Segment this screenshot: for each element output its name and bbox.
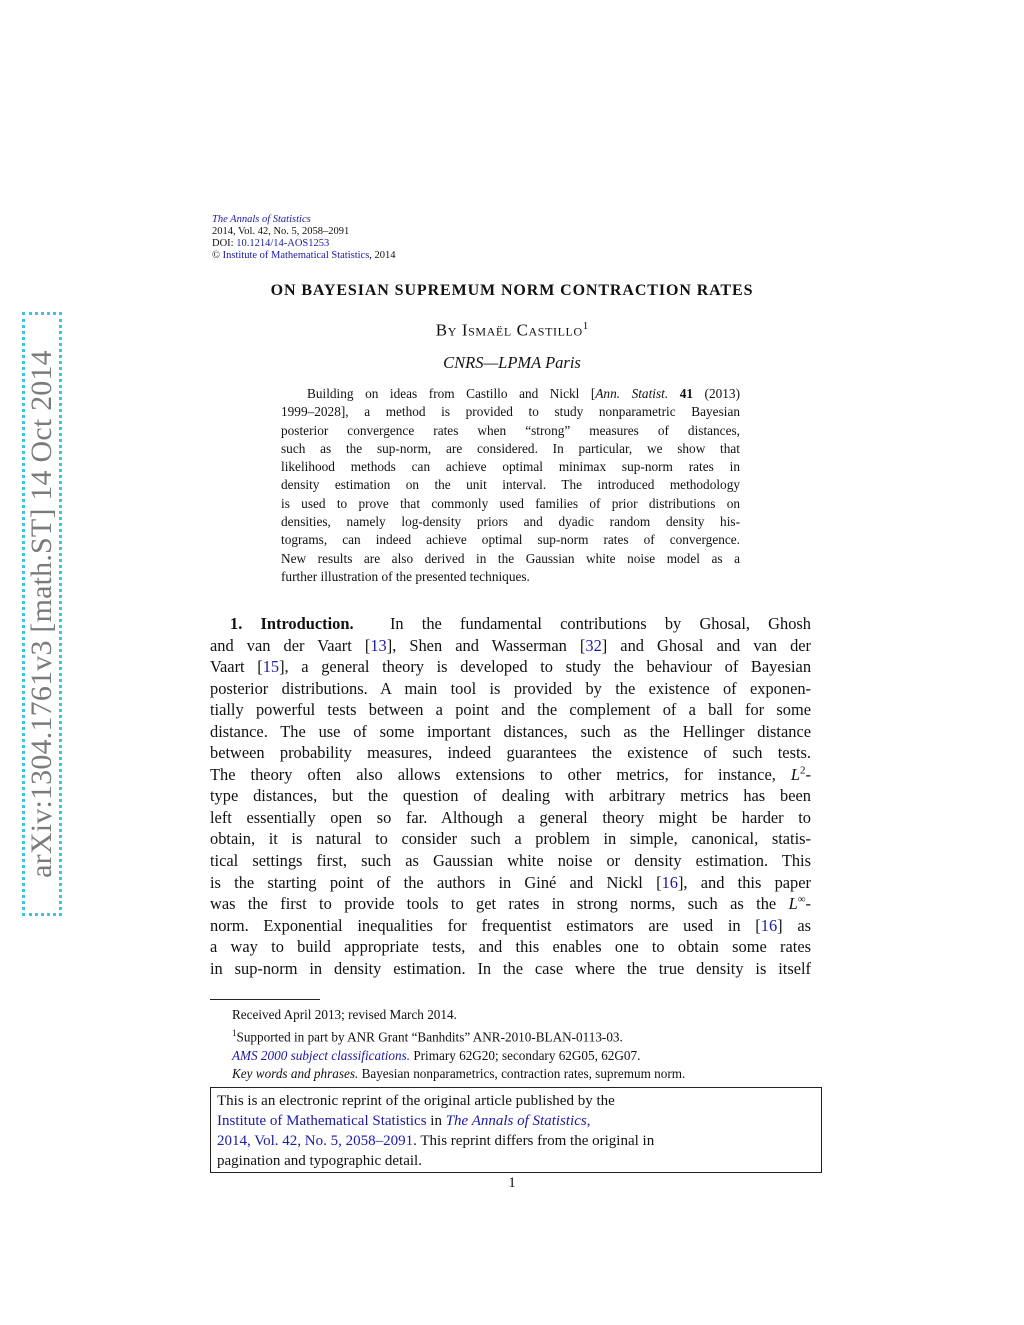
- author-name: Ismaël Castillo: [461, 320, 583, 340]
- reprint-notice-box: [210, 1087, 822, 1173]
- received-date: Received April 2013; revised March 2014.: [232, 1007, 457, 1022]
- abstract-line: is used to prove that commonly used families of prior distributions on: [281, 495, 740, 511]
- citation-link[interactable]: 15: [262, 657, 280, 677]
- abstract-line: likelihood methods can achieve optimal minimax sup-norm rates in: [281, 459, 740, 475]
- reprint-institute-link[interactable]: Institute of Mathematical Statistics: [217, 1113, 427, 1129]
- reprint-line: 2014, Vol. 42, No. 5, 2058–2091. This reprint differs from the original in: [217, 1133, 655, 1149]
- abstract-line: Building on ideas from Castillo and Nickl [Ann. Statist. 41 (2013): [307, 386, 741, 401]
- citation-link[interactable]: 16: [760, 915, 778, 935]
- body-line: tially powerful tests between a point and the complement of a ball for some: [210, 700, 811, 720]
- paper-title: ON BAYESIAN SUPREMUM NORM CONTRACTION RATES: [270, 282, 754, 299]
- ams-classification: AMS 2000 subject classifications. Primary 62G20; secondary 62G05, 62G07.: [232, 1047, 641, 1063]
- doi-label: DOI:: [212, 238, 237, 249]
- reprint-line: Institute of Mathematical Statistics in The Annals of Statistics,: [217, 1113, 591, 1129]
- body-line: obtain, it is natural to consider such a problem in simple, canonical, statis-: [210, 829, 811, 849]
- author-footnote-mark: 1: [582, 320, 589, 332]
- body-line: a way to build appropriate tests, and this enables one to obtain some rates: [210, 937, 811, 957]
- abstract-line: densities, namely log-density priors and dyadic random density his-: [281, 514, 740, 530]
- abstract-line: density estimation on the unit interval. The introduced methodology: [281, 477, 740, 493]
- journal-link[interactable]: The Annals of Statistics: [212, 214, 311, 225]
- abstract-line: such as the sup-norm, are considered. In particular, we show that: [281, 440, 740, 456]
- body-line: norm. Exponential inequalities for frequentist estimators are used in [16] as: [210, 915, 811, 935]
- volume-info: 2014, Vol. 42, No. 5, 2058–2091: [212, 226, 350, 237]
- reprint-line: pagination and typographic detail.: [217, 1153, 422, 1169]
- abstract-line: posterior convergence rates when “strong” measures of distances,: [281, 422, 740, 438]
- body-line: distance. The use of some important distances, such as the Hellinger distance: [210, 721, 811, 741]
- doi-link[interactable]: 10.1214/14-AOS1253: [236, 238, 330, 249]
- author-line: [0, 320, 1024, 341]
- arxiv-identifier-text: arXiv:1304.1761v3 [math.ST] 14 Oct 2014: [25, 350, 58, 878]
- body-line: tical settings first, such as Gaussian white noise or density estimation. This: [210, 851, 811, 871]
- citation-link[interactable]: 16: [661, 872, 678, 892]
- citation-link[interactable]: 32: [585, 635, 602, 655]
- body-line: was the first to provide tools to get rates in strong norms, such as the L∞-: [210, 893, 811, 914]
- body-line: and van der Vaart [13], Shen and Wasserman [32] and Ghosal and van der: [210, 635, 811, 655]
- funding-footnote: $^1$Supported in part by ANR Grant “Banhdits” ANR-2010-BLAN-0113-03.: [232, 1028, 623, 1045]
- body-line: in sup-norm in density estimation. In the case where the true density is itself: [210, 958, 811, 978]
- footnote-divider: [210, 999, 320, 1000]
- reprint-journal-link[interactable]: The Annals of Statistics: [445, 1113, 587, 1129]
- page-number: 1: [508, 1175, 516, 1191]
- body-line: is the starting point of the authors in Giné and Nickl [16], and this paper: [210, 872, 811, 892]
- reprint-volume-link[interactable]: 2014, Vol. 42, No. 5, 2058–2091: [217, 1133, 414, 1149]
- copyright-year: , 2014: [369, 250, 396, 261]
- copyright-symbol: ©: [212, 250, 220, 261]
- arxiv-identifier-stamp[interactable]: [22, 312, 62, 916]
- keywords: Key words and phrases. Bayesian nonparametrics, contraction rates, supremum norm.: [232, 1066, 686, 1082]
- body-line: posterior distributions. A main tool is provided by the existence of exponen-: [210, 678, 811, 698]
- abstract: [281, 385, 740, 586]
- author-affiliation: CNRS—LPMA Paris: [443, 353, 581, 372]
- section-heading: 1. Introduction.: [230, 614, 354, 633]
- footnotes: [232, 1006, 685, 1084]
- reprint-line: This is an electronic reprint of the original article published by the: [217, 1093, 615, 1109]
- abstract-line: New results are also derived in the Gaussian white noise model as a: [281, 550, 740, 566]
- body-line: left essentially open so far. Although a general theory might be harder to: [210, 807, 811, 827]
- body-line: The theory often also allows extensions to other metrics, for instance, $L^2-$: [210, 764, 811, 784]
- body-line: 1. Introduction. In the fundamental contributions by Ghosal, Ghosh: [230, 614, 811, 633]
- citation-link[interactable]: 13: [370, 635, 387, 655]
- abstract-line: 1999–2028], a method is provided to study nonparametric Bayesian: [281, 404, 740, 420]
- author-by: By: [435, 320, 462, 340]
- body-line: type distances, but the question of dealing with arbitrary metrics has been: [210, 786, 811, 806]
- institute-link[interactable]: Institute of Mathematical Statistics: [222, 250, 370, 261]
- body-line: between probability measures, indeed guarantees the existence of such tests.: [210, 743, 811, 763]
- body-line: Vaart [15], a general theory is developed to study the behaviour of Bayesian: [210, 657, 812, 677]
- abstract-line: further illustration of the presented techniques.: [281, 568, 530, 584]
- ams-classification-link[interactable]: AMS 2000 subject classifications.: [232, 1047, 411, 1063]
- introduction-section: [210, 613, 811, 979]
- journal-header: [212, 214, 396, 262]
- abstract-line: tograms, can indeed achieve optimal sup-norm rates of convergence.: [281, 532, 740, 548]
